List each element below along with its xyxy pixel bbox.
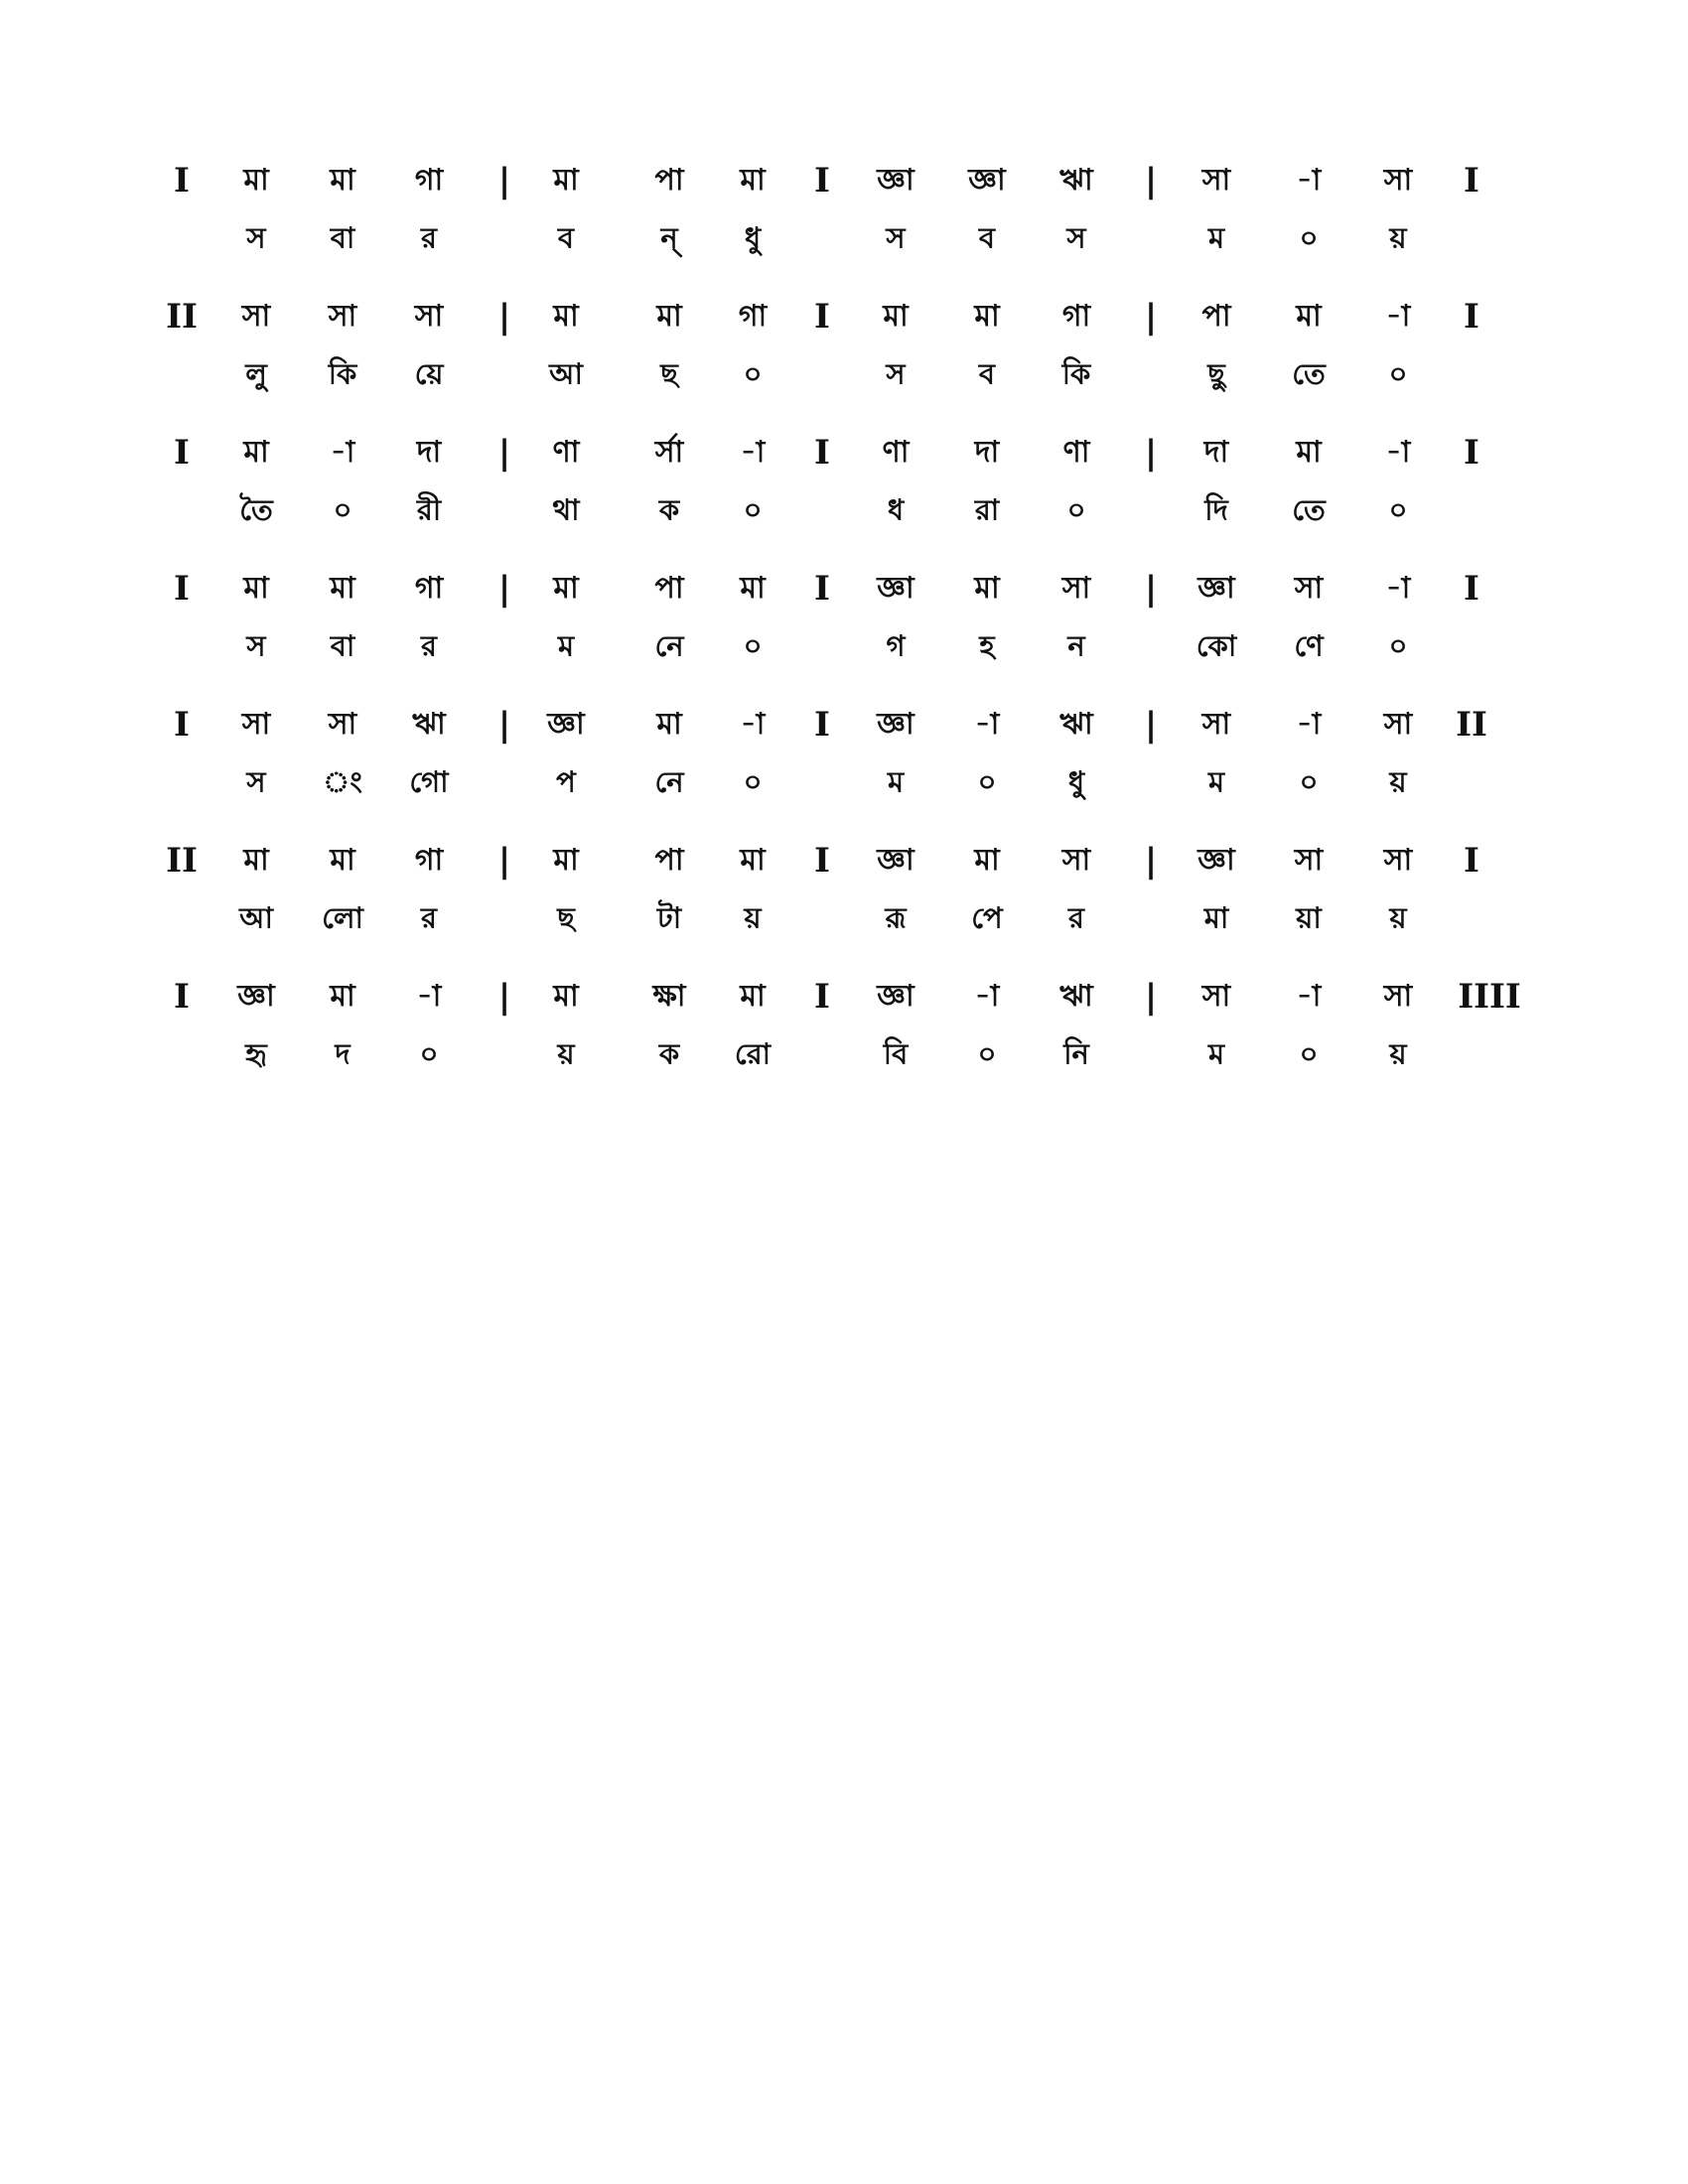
lyric-syllable: স — [246, 628, 266, 663]
swara-note: মা — [553, 843, 579, 878]
bar-separator: | — [1144, 977, 1158, 1017]
swara-note: -া — [330, 435, 355, 470]
lyric-syllable: ০ — [1388, 628, 1408, 663]
swara-note: ক্ষা — [652, 979, 686, 1014]
lyric-syllable: ০ — [977, 764, 997, 799]
lyric-syllable: ০ — [333, 492, 352, 527]
bar-separator: | — [1144, 841, 1158, 881]
swara-note: মা — [656, 707, 682, 742]
lyric-syllable: থা — [552, 492, 580, 527]
swara-note: ণা — [552, 435, 580, 470]
swara-note: মা — [740, 843, 766, 878]
lyric-syllable: ন — [1067, 628, 1085, 663]
swara-note: -া — [1296, 707, 1322, 742]
swara-note: ঋা — [1059, 163, 1093, 198]
swara-note: দা — [974, 435, 1000, 470]
lyric-syllable: তে — [1292, 356, 1326, 391]
bar-separator: I — [814, 977, 830, 1017]
lyric-syllable: হ — [979, 628, 995, 663]
swara-note: -া — [1385, 571, 1411, 606]
lyric-syllable: ০ — [743, 356, 763, 391]
bar-separator: I — [814, 161, 830, 201]
swara-note: গা — [414, 163, 444, 198]
swara-note: সা — [1201, 707, 1231, 742]
swara-note: পা — [654, 163, 684, 198]
lyric-syllable: ০ — [1299, 1036, 1319, 1071]
lyric-syllable: য় — [1389, 764, 1407, 799]
bar-separator: | — [497, 569, 511, 609]
bar-separator: I — [174, 161, 190, 201]
lyric-syllable: ০ — [1066, 492, 1086, 527]
lyric-syllable: রা — [974, 492, 1000, 527]
bar-separator: I — [174, 433, 190, 473]
swara-note: সা — [1061, 571, 1091, 606]
swara-note: মা — [243, 163, 269, 198]
lyric-syllable: য়ে — [414, 356, 444, 391]
swara-note: ণা — [1062, 435, 1090, 470]
lyric-syllable: ব — [978, 220, 996, 255]
swara-note: সা — [328, 299, 357, 334]
swara-note: গা — [414, 571, 444, 606]
swara-note: মা — [883, 299, 909, 334]
lyric-syllable: লো — [322, 900, 363, 935]
lyric-syllable: ন্ — [660, 220, 678, 255]
swara-note: মা — [740, 979, 766, 1014]
lyric-syllable: তে — [1292, 492, 1326, 527]
lyric-syllable: ম — [1207, 1036, 1225, 1071]
lyric-syllable: মা — [1203, 900, 1229, 935]
lyric-syllable: ক — [658, 1036, 680, 1071]
lyric-syllable: আ — [239, 900, 273, 935]
swara-note: -া — [974, 979, 1000, 1014]
bar-separator: II — [166, 297, 198, 337]
swara-note: ণা — [882, 435, 910, 470]
lyric-syllable: ম — [1207, 220, 1225, 255]
swara-note: মা — [243, 843, 269, 878]
lyric-syllable: রূ — [885, 900, 907, 935]
bar-separator: | — [497, 297, 511, 337]
swara-note: -া — [1296, 163, 1322, 198]
lyric-syllable: ০ — [743, 764, 763, 799]
swara-note: ঋা — [412, 707, 446, 742]
swara-note: জ্ঞা — [547, 707, 585, 742]
lyric-syllable: ব — [978, 356, 996, 391]
bar-separator: IIII — [1458, 977, 1521, 1017]
swara-note: সা — [1383, 979, 1413, 1014]
swara-note: দা — [416, 435, 442, 470]
swara-note: মা — [1296, 299, 1322, 334]
bar-separator: | — [497, 433, 511, 473]
lyric-syllable: ব — [557, 220, 575, 255]
lyric-syllable: ০ — [1299, 764, 1319, 799]
bar-separator: II — [1456, 705, 1487, 745]
lyric-syllable: ছ — [557, 900, 575, 935]
lyric-syllable: ০ — [1388, 356, 1408, 391]
lyric-syllable: তৈ — [239, 492, 273, 527]
bar-separator: | — [497, 841, 511, 881]
lyric-syllable: লু — [245, 356, 267, 391]
swara-note: মা — [330, 163, 355, 198]
bar-separator: | — [497, 161, 511, 201]
lyric-syllable: ০ — [1299, 220, 1319, 255]
lyric-syllable: রী — [416, 492, 442, 527]
bar-separator: I — [814, 297, 830, 337]
swara-note: জ্ঞা — [877, 707, 914, 742]
lyric-syllable: গ — [886, 628, 906, 663]
swara-note: জ্ঞা — [877, 979, 914, 1014]
swara-note: মা — [330, 979, 355, 1014]
bar-separator: I — [814, 841, 830, 881]
bar-separator: I — [814, 569, 830, 609]
swara-note: মা — [974, 299, 1000, 334]
swara-note: সা — [328, 707, 357, 742]
swara-note: মা — [553, 163, 579, 198]
swara-note: -া — [740, 435, 766, 470]
lyric-syllable: য় — [1389, 900, 1407, 935]
lyric-syllable: দ — [335, 1036, 351, 1071]
swara-note: পা — [654, 571, 684, 606]
lyric-syllable: স — [886, 220, 906, 255]
swara-note: জ্ঞা — [1197, 843, 1235, 878]
swara-note: সা — [414, 299, 444, 334]
lyric-syllable: স — [246, 220, 266, 255]
swara-note: মা — [553, 979, 579, 1014]
swara-note: সা — [241, 707, 271, 742]
lyric-syllable: ধু — [744, 220, 762, 255]
bar-separator: I — [814, 705, 830, 745]
lyric-syllable: বা — [330, 220, 355, 255]
swara-note: মা — [740, 163, 766, 198]
lyric-syllable: ং — [323, 764, 362, 799]
swara-note: সা — [1201, 979, 1231, 1014]
swara-note: জ্ঞা — [1197, 571, 1235, 606]
swara-note: জ্ঞা — [877, 163, 914, 198]
swara-note: -া — [416, 979, 442, 1014]
swara-note: জ্ঞা — [968, 163, 1006, 198]
lyric-syllable: য়া — [1296, 900, 1322, 935]
bar-separator: | — [1144, 433, 1158, 473]
lyric-syllable: য় — [557, 1036, 575, 1071]
swara-note: সা — [241, 299, 271, 334]
lyric-syllable: ছ — [660, 356, 678, 391]
swara-note: মা — [330, 843, 355, 878]
swara-note: মা — [656, 299, 682, 334]
lyric-syllable: ক — [658, 492, 680, 527]
lyric-syllable: কি — [328, 356, 357, 391]
swara-note: সা — [1383, 843, 1413, 878]
lyric-syllable: নে — [654, 628, 684, 663]
lyric-syllable: আ — [549, 356, 583, 391]
bar-separator: I — [814, 433, 830, 473]
lyric-syllable: প — [556, 764, 576, 799]
bar-separator: II — [166, 841, 198, 881]
lyric-syllable: হৃ — [245, 1036, 267, 1071]
lyric-syllable: স — [1066, 220, 1086, 255]
bar-separator: | — [1144, 297, 1158, 337]
lyric-syllable: য় — [1389, 1036, 1407, 1071]
swara-note: মা — [1296, 435, 1322, 470]
bar-separator: I — [1464, 161, 1479, 201]
lyric-syllable: ণে — [1294, 628, 1324, 663]
swara-note: সা — [1201, 163, 1231, 198]
lyric-syllable: ধ — [887, 492, 905, 527]
lyric-syllable: কি — [1061, 356, 1091, 391]
lyric-syllable: র — [421, 220, 437, 255]
bar-separator: I — [1464, 841, 1479, 881]
lyric-syllable: য় — [1389, 220, 1407, 255]
bar-separator: | — [1144, 705, 1158, 745]
lyric-syllable: গো — [409, 764, 449, 799]
bar-separator: | — [497, 705, 511, 745]
swara-note: -া — [1296, 979, 1322, 1014]
swara-note: পা — [654, 843, 684, 878]
swara-note: মা — [553, 299, 579, 334]
lyric-syllable: ০ — [743, 492, 763, 527]
swara-note: গা — [414, 843, 444, 878]
bar-separator: | — [497, 977, 511, 1017]
swara-note: সা — [1061, 843, 1091, 878]
swara-note: সা — [1383, 707, 1413, 742]
swara-note: ঋা — [1059, 707, 1093, 742]
bar-separator: | — [1144, 161, 1158, 201]
lyric-syllable: ম — [1207, 764, 1225, 799]
swara-note: মা — [740, 571, 766, 606]
lyric-syllable: ম — [557, 628, 575, 663]
bar-separator: | — [1144, 569, 1158, 609]
bar-separator: I — [1464, 297, 1479, 337]
swara-note: ঋা — [1059, 979, 1093, 1014]
swara-note: -া — [974, 707, 1000, 742]
lyric-syllable: কো — [1196, 628, 1237, 663]
bar-separator: I — [174, 705, 190, 745]
swara-note: মা — [974, 571, 1000, 606]
lyric-syllable: ০ — [1388, 492, 1408, 527]
lyric-syllable: দি — [1204, 492, 1228, 527]
bar-separator: I — [1464, 569, 1479, 609]
bar-separator: I — [174, 569, 190, 609]
lyric-syllable: য় — [744, 900, 762, 935]
swara-note: মা — [243, 435, 269, 470]
swara-note: জ্ঞা — [877, 571, 914, 606]
swara-note: দা — [1203, 435, 1229, 470]
swara-note: মা — [553, 571, 579, 606]
lyric-syllable: নে — [654, 764, 684, 799]
swara-note: -া — [1385, 435, 1411, 470]
swara-note: সা — [1383, 163, 1413, 198]
lyric-syllable: ধু — [1067, 764, 1085, 799]
lyric-syllable: স — [886, 356, 906, 391]
swara-note: জ্ঞা — [877, 843, 914, 878]
swara-note: পা — [1201, 299, 1231, 334]
swara-note: গা — [1061, 299, 1091, 334]
swara-note: -া — [1385, 299, 1411, 334]
swara-note: মা — [974, 843, 1000, 878]
lyric-syllable: র — [421, 628, 437, 663]
lyric-syllable: বি — [883, 1036, 909, 1071]
lyric-syllable: ০ — [977, 1036, 997, 1071]
lyric-syllable: বা — [330, 628, 355, 663]
bar-separator: I — [174, 977, 190, 1017]
lyric-syllable: ০ — [743, 628, 763, 663]
lyric-syllable: নি — [1063, 1036, 1089, 1071]
lyric-syllable: ছু — [1207, 356, 1225, 391]
swara-note: সা — [1294, 571, 1324, 606]
swara-note: গা — [738, 299, 768, 334]
lyric-syllable: র — [1068, 900, 1084, 935]
swara-note: মা — [330, 571, 355, 606]
lyric-syllable: রো — [734, 1036, 772, 1071]
swara-note: সা — [1294, 843, 1324, 878]
swara-note: মা — [243, 571, 269, 606]
lyric-syllable: পে — [971, 900, 1003, 935]
swara-note: -া — [740, 707, 766, 742]
bar-separator: I — [1464, 433, 1479, 473]
lyric-syllable: র — [421, 900, 437, 935]
swara-note: র্সা — [654, 435, 684, 470]
lyric-syllable: ম — [887, 764, 905, 799]
swara-note: জ্ঞা — [237, 979, 275, 1014]
lyric-syllable: ০ — [419, 1036, 439, 1071]
lyric-syllable: স — [246, 764, 266, 799]
lyric-syllable: টা — [656, 900, 682, 935]
